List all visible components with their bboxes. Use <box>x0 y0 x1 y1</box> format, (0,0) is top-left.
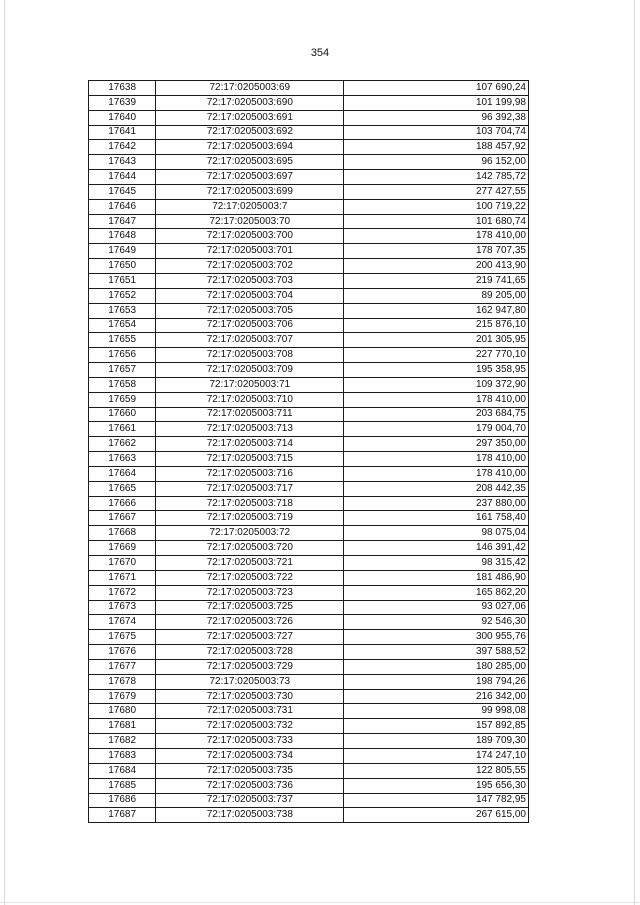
cadastral-value-cell: 397 588,52 <box>344 645 529 660</box>
row-index-cell: 17646 <box>89 199 156 214</box>
cadastral-number-cell: 72:17:0205003:723 <box>156 585 344 600</box>
cadastral-value-cell: 208 442,35 <box>344 481 529 496</box>
table-row <box>89 155 529 170</box>
row-index-cell: 17658 <box>89 377 156 392</box>
cadastral-number-cell: 72:17:0205003:709 <box>156 363 344 378</box>
cadastral-number-cell: 72:17:0205003:700 <box>156 229 344 244</box>
table-row <box>89 407 529 422</box>
table-row <box>89 496 529 511</box>
table-row <box>89 170 529 185</box>
row-index-cell: 17640 <box>89 110 156 125</box>
row-index-cell: 17653 <box>89 303 156 318</box>
table-row <box>89 526 529 541</box>
cadastral-value-cell: 96 392,38 <box>344 110 529 125</box>
table-row <box>89 674 529 689</box>
cadastral-number-cell: 72:17:0205003:71 <box>156 377 344 392</box>
cadastral-value-cell: 189 709,30 <box>344 734 529 749</box>
cadastral-value-cell: 219 741,65 <box>344 273 529 288</box>
cadastral-number-cell: 72:17:0205003:705 <box>156 303 344 318</box>
row-index-cell: 17663 <box>89 452 156 467</box>
cadastral-value-cell: 100 719,22 <box>344 199 529 214</box>
row-index-cell: 17677 <box>89 659 156 674</box>
table-row <box>89 466 529 481</box>
table-row <box>89 645 529 660</box>
cadastral-number-cell: 72:17:0205003:711 <box>156 407 344 422</box>
row-index-cell: 17648 <box>89 229 156 244</box>
table-row <box>89 585 529 600</box>
cadastral-value-cell: 162 947,80 <box>344 303 529 318</box>
row-index-cell: 17641 <box>89 125 156 140</box>
table-row <box>89 140 529 155</box>
cadastral-value-cell: 122 805,55 <box>344 763 529 778</box>
cadastral-value-cell: 200 413,90 <box>344 259 529 274</box>
row-index-cell: 17643 <box>89 155 156 170</box>
row-index-cell: 17667 <box>89 511 156 526</box>
row-index-cell: 17666 <box>89 496 156 511</box>
cadastral-value-cell: 277 427,55 <box>344 184 529 199</box>
cadastral-number-cell: 72:17:0205003:717 <box>156 481 344 496</box>
row-index-cell: 17642 <box>89 140 156 155</box>
row-index-cell: 17654 <box>89 318 156 333</box>
cadastral-value-cell: 101 680,74 <box>344 214 529 229</box>
row-index-cell: 17639 <box>89 95 156 110</box>
row-index-cell: 17649 <box>89 244 156 259</box>
table-row <box>89 615 529 630</box>
cadastral-value-cell: 179 004,70 <box>344 422 529 437</box>
table-row <box>89 229 529 244</box>
row-index-cell: 17683 <box>89 748 156 763</box>
cadastral-value-cell: 98 075,04 <box>344 526 529 541</box>
cadastral-value-cell: 216 342,00 <box>344 689 529 704</box>
page-edge-bottom <box>0 902 640 903</box>
cadastral-number-cell: 72:17:0205003:73 <box>156 674 344 689</box>
table-row <box>89 333 529 348</box>
cadastral-value-cell: 96 152,00 <box>344 155 529 170</box>
table-row <box>89 199 529 214</box>
cadastral-number-cell: 72:17:0205003:708 <box>156 348 344 363</box>
cadastral-number-cell: 72:17:0205003:704 <box>156 288 344 303</box>
cadastral-value-cell: 178 707,35 <box>344 244 529 259</box>
cadastral-number-cell: 72:17:0205003:713 <box>156 422 344 437</box>
row-index-cell: 17647 <box>89 214 156 229</box>
row-index-cell: 17651 <box>89 273 156 288</box>
row-index-cell: 17655 <box>89 333 156 348</box>
cadastral-value-cell: 174 247,10 <box>344 748 529 763</box>
cadastral-number-cell: 72:17:0205003:695 <box>156 155 344 170</box>
table-row <box>89 273 529 288</box>
table-row <box>89 303 529 318</box>
cadastral-number-cell: 72:17:0205003:72 <box>156 526 344 541</box>
table-row <box>89 689 529 704</box>
row-index-cell: 17668 <box>89 526 156 541</box>
cadastral-value-cell: 107 690,24 <box>344 81 529 96</box>
cadastral-number-cell: 72:17:0205003:691 <box>156 110 344 125</box>
cadastral-number-cell: 72:17:0205003:69 <box>156 81 344 96</box>
cadastral-value-cell: 195 358,95 <box>344 363 529 378</box>
table-row <box>89 763 529 778</box>
table-row <box>89 541 529 556</box>
cadastral-value-cell: 195 656,30 <box>344 778 529 793</box>
table-row <box>89 793 529 808</box>
row-index-cell: 17675 <box>89 630 156 645</box>
row-index-cell: 17674 <box>89 615 156 630</box>
table-row <box>89 630 529 645</box>
cadastral-value-cell: 178 410,00 <box>344 392 529 407</box>
cadastral-value-cell: 157 892,85 <box>344 719 529 734</box>
table-row <box>89 377 529 392</box>
table-row <box>89 318 529 333</box>
cadastral-value-cell: 237 880,00 <box>344 496 529 511</box>
row-index-cell: 17662 <box>89 437 156 452</box>
table-row <box>89 259 529 274</box>
cadastral-number-cell: 72:17:0205003:701 <box>156 244 344 259</box>
row-index-cell: 17680 <box>89 704 156 719</box>
table-body <box>89 81 529 823</box>
cadastral-value-cell: 178 410,00 <box>344 229 529 244</box>
table-row <box>89 570 529 585</box>
cadastral-value-cell: 109 372,90 <box>344 377 529 392</box>
cadastral-value-cell: 92 546,30 <box>344 615 529 630</box>
cadastral-value-cell: 297 350,00 <box>344 437 529 452</box>
row-index-cell: 17644 <box>89 170 156 185</box>
cadastral-number-cell: 72:17:0205003:718 <box>156 496 344 511</box>
row-index-cell: 17685 <box>89 778 156 793</box>
cadastral-number-cell: 72:17:0205003:707 <box>156 333 344 348</box>
row-index-cell: 17657 <box>89 363 156 378</box>
cadastral-number-cell: 72:17:0205003:735 <box>156 763 344 778</box>
table-row <box>89 422 529 437</box>
cadastral-value-cell: 98 315,42 <box>344 556 529 571</box>
row-index-cell: 17672 <box>89 585 156 600</box>
table-row <box>89 184 529 199</box>
row-index-cell: 17656 <box>89 348 156 363</box>
row-index-cell: 17665 <box>89 481 156 496</box>
row-index-cell: 17669 <box>89 541 156 556</box>
table-row <box>89 288 529 303</box>
row-index-cell: 17645 <box>89 184 156 199</box>
cadastral-value-cell: 89 205,00 <box>344 288 529 303</box>
cadastral-value-cell: 188 457,92 <box>344 140 529 155</box>
cadastral-value-cell: 146 391,42 <box>344 541 529 556</box>
row-index-cell: 17686 <box>89 793 156 808</box>
row-index-cell: 17661 <box>89 422 156 437</box>
cadastral-number-cell: 72:17:0205003:706 <box>156 318 344 333</box>
row-index-cell: 17660 <box>89 407 156 422</box>
cadastral-number-cell: 72:17:0205003:692 <box>156 125 344 140</box>
table-row <box>89 110 529 125</box>
row-index-cell: 17684 <box>89 763 156 778</box>
cadastral-number-cell: 72:17:0205003:727 <box>156 630 344 645</box>
cadastral-number-cell: 72:17:0205003:729 <box>156 659 344 674</box>
cadastral-number-cell: 72:17:0205003:714 <box>156 437 344 452</box>
cadastral-value-cell: 99 998,08 <box>344 704 529 719</box>
cadastral-value-cell: 147 782,95 <box>344 793 529 808</box>
cadastral-number-cell: 72:17:0205003:738 <box>156 808 344 823</box>
table-row <box>89 734 529 749</box>
table-row <box>89 808 529 823</box>
table-row <box>89 392 529 407</box>
cadastral-number-cell: 72:17:0205003:721 <box>156 556 344 571</box>
row-index-cell: 17652 <box>89 288 156 303</box>
cadastral-value-cell: 198 794,26 <box>344 674 529 689</box>
cadastral-number-cell: 72:17:0205003:734 <box>156 748 344 763</box>
cadastral-value-cell: 180 285,00 <box>344 659 529 674</box>
page-edge-right <box>634 0 635 905</box>
cadastral-number-cell: 72:17:0205003:737 <box>156 793 344 808</box>
cadastral-value-cell: 161 758,40 <box>344 511 529 526</box>
cadastral-value-cell: 201 305,95 <box>344 333 529 348</box>
cadastral-number-cell: 72:17:0205003:732 <box>156 719 344 734</box>
row-index-cell: 17687 <box>89 808 156 823</box>
cadastral-value-cell: 103 704,74 <box>344 125 529 140</box>
table-row <box>89 244 529 259</box>
cadastral-number-cell: 72:17:0205003:730 <box>156 689 344 704</box>
row-index-cell: 17682 <box>89 734 156 749</box>
cadastral-number-cell: 72:17:0205003:70 <box>156 214 344 229</box>
cadastral-number-cell: 72:17:0205003:690 <box>156 95 344 110</box>
cadastral-number-cell: 72:17:0205003:719 <box>156 511 344 526</box>
row-index-cell: 17679 <box>89 689 156 704</box>
cadastral-value-cell: 165 862,20 <box>344 585 529 600</box>
cadastral-number-cell: 72:17:0205003:731 <box>156 704 344 719</box>
cadastral-number-cell: 72:17:0205003:702 <box>156 259 344 274</box>
cadastral-number-cell: 72:17:0205003:699 <box>156 184 344 199</box>
table-row <box>89 348 529 363</box>
cadastral-number-cell: 72:17:0205003:722 <box>156 570 344 585</box>
table-row <box>89 704 529 719</box>
cadastral-value-cell: 181 486,90 <box>344 570 529 585</box>
cadastral-number-cell: 72:17:0205003:716 <box>156 466 344 481</box>
table-row <box>89 437 529 452</box>
table-row <box>89 452 529 467</box>
table-row <box>89 125 529 140</box>
cadastral-value-cell: 178 410,00 <box>344 452 529 467</box>
table-row <box>89 81 529 96</box>
row-index-cell: 17659 <box>89 392 156 407</box>
cadastral-number-cell: 72:17:0205003:720 <box>156 541 344 556</box>
table-row <box>89 556 529 571</box>
table-row <box>89 600 529 615</box>
table-row <box>89 778 529 793</box>
table-row <box>89 363 529 378</box>
row-index-cell: 17638 <box>89 81 156 96</box>
table-row <box>89 719 529 734</box>
cadastral-value-cell: 267 615,00 <box>344 808 529 823</box>
cadastral-value-cell: 101 199,98 <box>344 95 529 110</box>
page-edge-left <box>4 0 5 905</box>
cadastral-number-cell: 72:17:0205003:697 <box>156 170 344 185</box>
page-number: 354 <box>310 47 330 59</box>
cadastral-value-cell: 142 785,72 <box>344 170 529 185</box>
cadastral-value-cell: 178 410,00 <box>344 466 529 481</box>
row-index-cell: 17664 <box>89 466 156 481</box>
table-row <box>89 511 529 526</box>
cadastral-value-table <box>88 80 529 823</box>
cadastral-number-cell: 72:17:0205003:733 <box>156 734 344 749</box>
table-row <box>89 214 529 229</box>
row-index-cell: 17670 <box>89 556 156 571</box>
cadastral-value-cell: 203 684,75 <box>344 407 529 422</box>
cadastral-number-cell: 72:17:0205003:725 <box>156 600 344 615</box>
cadastral-value-cell: 215 876,10 <box>344 318 529 333</box>
cadastral-value-cell: 300 955,76 <box>344 630 529 645</box>
row-index-cell: 17673 <box>89 600 156 615</box>
cadastral-number-cell: 72:17:0205003:715 <box>156 452 344 467</box>
table-row <box>89 659 529 674</box>
table-row <box>89 95 529 110</box>
cadastral-number-cell: 72:17:0205003:703 <box>156 273 344 288</box>
row-index-cell: 17678 <box>89 674 156 689</box>
table-row <box>89 748 529 763</box>
table-row <box>89 481 529 496</box>
row-index-cell: 17681 <box>89 719 156 734</box>
row-index-cell: 17671 <box>89 570 156 585</box>
cadastral-number-cell: 72:17:0205003:7 <box>156 199 344 214</box>
row-index-cell: 17650 <box>89 259 156 274</box>
cadastral-number-cell: 72:17:0205003:728 <box>156 645 344 660</box>
cadastral-value-cell: 227 770,10 <box>344 348 529 363</box>
cadastral-number-cell: 72:17:0205003:694 <box>156 140 344 155</box>
cadastral-number-cell: 72:17:0205003:726 <box>156 615 344 630</box>
cadastral-number-cell: 72:17:0205003:710 <box>156 392 344 407</box>
row-index-cell: 17676 <box>89 645 156 660</box>
cadastral-number-cell: 72:17:0205003:736 <box>156 778 344 793</box>
cadastral-value-cell: 93 027,06 <box>344 600 529 615</box>
